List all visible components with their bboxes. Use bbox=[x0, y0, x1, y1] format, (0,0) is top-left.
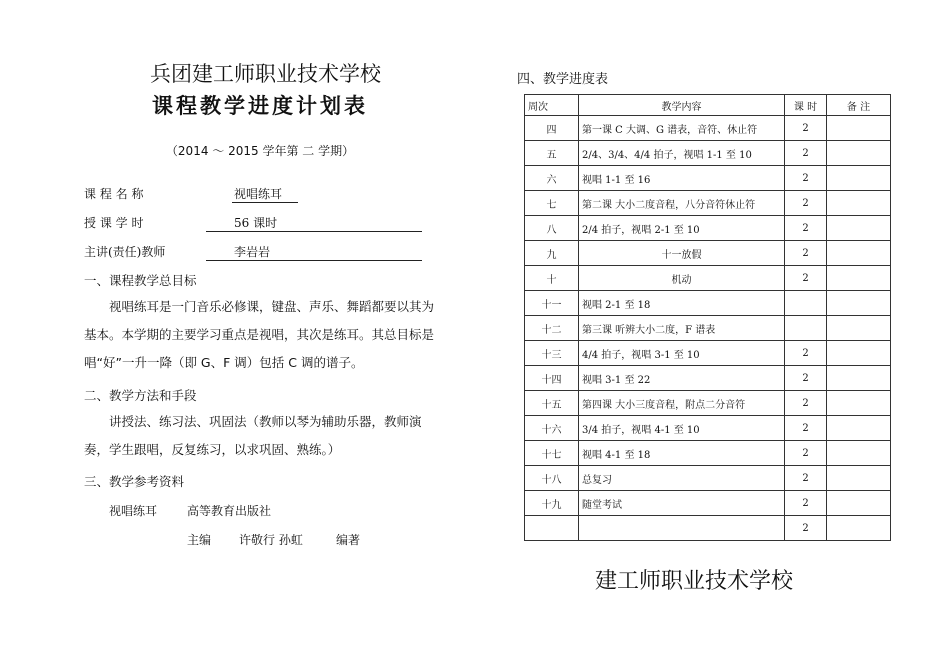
week-cell: 十四 bbox=[525, 366, 579, 391]
course-name-underline bbox=[232, 202, 298, 203]
week-cell: 十九 bbox=[525, 491, 579, 516]
notes-cell bbox=[827, 241, 891, 266]
teacher-label: 主讲(责任)教师 bbox=[84, 245, 166, 259]
page-title: 课程教学进度计划表 bbox=[152, 93, 368, 118]
notes-cell bbox=[827, 216, 891, 241]
week-cell: 十五 bbox=[525, 391, 579, 416]
week-cell: 十六 bbox=[525, 416, 579, 441]
hours-cell: 2 bbox=[785, 366, 827, 391]
table-row bbox=[525, 291, 891, 316]
table-row bbox=[525, 266, 891, 291]
content-cell bbox=[579, 516, 785, 541]
hours-cell: 2 bbox=[785, 466, 827, 491]
week-cell: 十七 bbox=[525, 441, 579, 466]
hours-cell: 2 bbox=[785, 266, 827, 291]
class-hours-underline bbox=[206, 231, 422, 232]
table-row bbox=[525, 166, 891, 191]
table-row bbox=[525, 316, 891, 341]
teacher-value: 李岩岩 bbox=[234, 245, 271, 259]
hours-cell bbox=[785, 316, 827, 341]
teacher-underline bbox=[206, 260, 422, 261]
content-cell: 视唱 2-1 至 18 bbox=[579, 291, 785, 316]
table-row bbox=[525, 216, 891, 241]
hours-cell: 2 bbox=[785, 141, 827, 166]
hours-cell: 2 bbox=[785, 166, 827, 191]
table-row bbox=[525, 516, 891, 541]
week-cell: 十 bbox=[525, 266, 579, 291]
hours-cell: 2 bbox=[785, 516, 827, 541]
class-hours-value: 56 课时 bbox=[234, 216, 278, 230]
notes-cell bbox=[827, 191, 891, 216]
goal-text: 视唱练耳是一门音乐必修课，键盘、声乐、舞蹈都要以其为基本。本学期的主要学习重点是视唱，其次是练耳。其总目标是唱“好”一升一降（即 G、F 调）包括 C 调的谱子。 bbox=[84, 299, 435, 370]
content-cell: 2/4、3/4、4/4 拍子，视唱 1-1 至 10 bbox=[579, 141, 785, 166]
table-row bbox=[525, 491, 891, 516]
notes-cell bbox=[827, 141, 891, 166]
table-row bbox=[525, 241, 891, 266]
reference-book: 视唱练耳 bbox=[109, 504, 158, 518]
notes-cell bbox=[827, 116, 891, 141]
course-name-value: 视唱练耳 bbox=[234, 187, 283, 201]
notes-cell bbox=[827, 316, 891, 341]
content-cell: 第二课 大小二度音程，八分音符休止符 bbox=[579, 191, 785, 216]
hours-cell: 2 bbox=[785, 341, 827, 366]
schedule-title: 四、教学进度表 bbox=[517, 72, 609, 87]
content-cell: 视唱 3-1 至 22 bbox=[579, 366, 785, 391]
footer-school-name: 建工师职业技术学校 bbox=[595, 569, 794, 594]
notes-cell bbox=[827, 266, 891, 291]
week-cell: 十三 bbox=[525, 341, 579, 366]
week-cell: 九 bbox=[525, 241, 579, 266]
reference-publisher: 高等教育出版社 bbox=[187, 504, 272, 518]
table-row bbox=[525, 366, 891, 391]
notes-cell bbox=[827, 291, 891, 316]
content-cell: 3/4 拍子，视唱 4-1 至 10 bbox=[579, 416, 785, 441]
hours-cell: 2 bbox=[785, 441, 827, 466]
content-cell: 第四课 大小三度音程，附点二分音符 bbox=[579, 391, 785, 416]
content-cell: 第一课 C 大调、G 谱表，音符、休止符 bbox=[579, 116, 785, 141]
table-row bbox=[525, 416, 891, 441]
school-name: 兵团建工师职业技术学校 bbox=[150, 62, 381, 86]
header-hours: 课 时 bbox=[785, 95, 827, 116]
content-cell: 总复习 bbox=[579, 466, 785, 491]
content-cell: 4/4 拍子，视唱 3-1 至 10 bbox=[579, 341, 785, 366]
content-cell: 机动 bbox=[579, 266, 785, 291]
reference-role: 编著 bbox=[336, 533, 361, 547]
class-hours-label: 授 课 学 时 bbox=[84, 216, 144, 230]
header-notes: 备 注 bbox=[827, 95, 891, 116]
table-row bbox=[525, 341, 891, 366]
content-cell: 随堂考试 bbox=[579, 491, 785, 516]
header-content: 教学内容 bbox=[579, 95, 785, 116]
table-row bbox=[525, 466, 891, 491]
notes-cell bbox=[827, 441, 891, 466]
hours-cell: 2 bbox=[785, 241, 827, 266]
week-cell: 四 bbox=[525, 116, 579, 141]
goal-heading: 一、课程教学总目标 bbox=[84, 273, 197, 288]
notes-cell bbox=[827, 366, 891, 391]
schedule-body bbox=[525, 116, 891, 541]
reference-heading: 三、教学参考资料 bbox=[84, 474, 185, 489]
reference-editors: 许敬行 孙虹 bbox=[239, 533, 303, 547]
hours-cell: 2 bbox=[785, 216, 827, 241]
method-text: 讲授法、练习法、巩固法（教师以琴为辅助乐器，教师演奏，学生跟唱，反复练习，以求巩固、熟练。） bbox=[84, 414, 422, 457]
content-cell: 第三课 听辨大小二度，F 谱表 bbox=[579, 316, 785, 341]
week-cell: 十八 bbox=[525, 466, 579, 491]
notes-cell bbox=[827, 341, 891, 366]
academic-term: （2014 ～ 2015 学年第 二 学期） bbox=[165, 144, 355, 158]
course-name-label: 课 程 名 称 bbox=[84, 187, 144, 201]
week-cell: 六 bbox=[525, 166, 579, 191]
notes-cell bbox=[827, 466, 891, 491]
week-cell: 五 bbox=[525, 141, 579, 166]
table-row bbox=[525, 191, 891, 216]
table-row bbox=[525, 141, 891, 166]
notes-cell bbox=[827, 516, 891, 541]
hours-cell: 2 bbox=[785, 416, 827, 441]
week-cell: 七 bbox=[525, 191, 579, 216]
table-row bbox=[525, 391, 891, 416]
week-cell bbox=[525, 516, 579, 541]
week-cell: 十二 bbox=[525, 316, 579, 341]
hours-cell: 2 bbox=[785, 116, 827, 141]
notes-cell bbox=[827, 166, 891, 191]
header-week: 周次 bbox=[525, 95, 579, 116]
content-cell: 视唱 4-1 至 18 bbox=[579, 441, 785, 466]
hours-cell bbox=[785, 291, 827, 316]
schedule-table bbox=[524, 94, 891, 541]
notes-cell bbox=[827, 416, 891, 441]
week-cell: 十一 bbox=[525, 291, 579, 316]
notes-cell bbox=[827, 491, 891, 516]
content-cell: 2/4 拍子，视唱 2-1 至 10 bbox=[579, 216, 785, 241]
content-cell: 视唱 1-1 至 16 bbox=[579, 166, 785, 191]
content-cell: 十一放假 bbox=[579, 241, 785, 266]
reference-editor-label: 主编 bbox=[187, 533, 212, 547]
table-row bbox=[525, 441, 891, 466]
hours-cell: 2 bbox=[785, 391, 827, 416]
week-cell: 八 bbox=[525, 216, 579, 241]
schedule-header-row bbox=[525, 95, 891, 116]
table-row bbox=[525, 116, 891, 141]
hours-cell: 2 bbox=[785, 191, 827, 216]
notes-cell bbox=[827, 391, 891, 416]
hours-cell: 2 bbox=[785, 491, 827, 516]
method-heading: 二、教学方法和手段 bbox=[84, 388, 197, 403]
